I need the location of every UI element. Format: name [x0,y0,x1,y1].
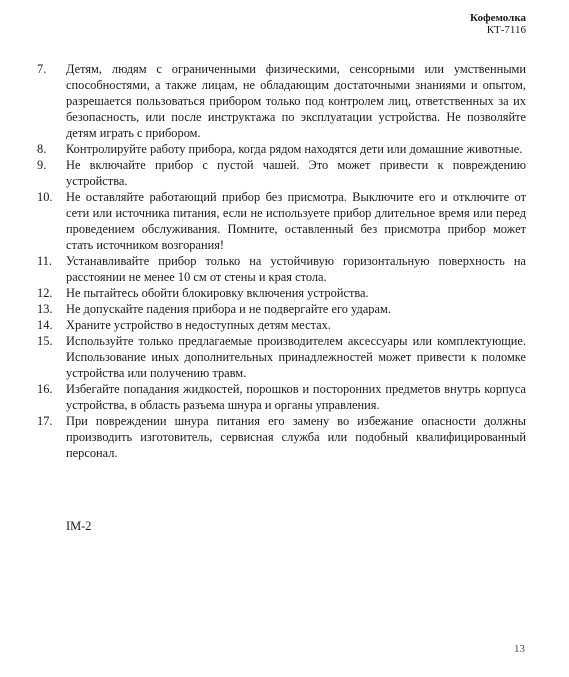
list-item [37,157,526,189]
page-number: 13 [514,643,525,655]
list-item [37,189,526,253]
item-number: 12. [37,286,53,300]
item-text: Не оставляйте работающий прибор без присмотра. Выключите его и отключите от сети или источника питания, если не используете прибор длительное время или перед проведением обслуживания. Помните, оставленный без присмотра прибор может стать источником возгорания! [66,190,526,252]
item-number: 14. [37,318,53,332]
list-item [37,333,526,381]
item-number: 9. [37,158,47,172]
list-item [37,285,526,301]
item-number: 7. [37,62,47,76]
list-item [37,413,526,461]
list-item [37,317,526,333]
item-number: 16. [37,382,53,396]
item-number: 11. [37,254,53,268]
page-header [470,12,526,36]
item-text: Устанавливайте прибор только на устойчивую горизонтальную поверхность на расстоянии не менее 10 см от стены и края стола. [66,254,526,284]
model-number: КТ-7116 [486,24,526,36]
list-item [37,141,526,157]
manual-code: IM-2 [66,519,92,533]
safety-instructions-list [37,61,526,461]
item-text: Не пытайтесь обойти блокировку включения устройства. [66,286,369,300]
list-item [37,61,526,141]
item-number: 13. [37,302,53,316]
item-text: Детям, людям с ограниченными физическими, сенсорными или умственными способностями, а также лицам, не обладающим достаточными знаниями и опытом, разрешается пользоваться прибором только под контролем лиц, ответственных за их безопасность, или после инструктажа по эксплуатации устройства. Не позволяйте детям играть с прибором. [66,62,526,140]
item-number: 10. [37,190,53,204]
item-number: 15. [37,334,53,348]
item-number: 8. [37,142,47,156]
list-item [37,253,526,285]
item-text: Не включайте прибор с пустой чашей. Это может привести к повреждению устройства. [66,158,526,188]
item-text: Избегайте попадания жидкостей, порошков и посторонних предметов внутрь корпуса устройства, в область разъема шнура и органы управления. [66,382,526,412]
item-text: Не допускайте падения прибора и не подвергайте его ударам. [66,302,391,316]
item-text: Храните устройство в недоступных детям местах. [66,318,331,332]
product-title: Кофемолка [470,12,526,24]
list-item [37,301,526,317]
item-text: Контролируйте работу прибора, когда рядом находятся дети или домашние животные. [66,142,523,156]
list-item [37,381,526,413]
item-text: Используйте только предлагаемые производителем аксессуары или комплектующие. Использование иных дополнительных принадлежностей может привести к поломке устройства или получению травм. [66,334,526,380]
item-number: 17. [37,414,53,428]
item-text: При повреждении шнура питания его замену во избежание опасности должны производить изготовитель, сервисная служба или подобный квалифицированный персонал. [66,414,526,460]
